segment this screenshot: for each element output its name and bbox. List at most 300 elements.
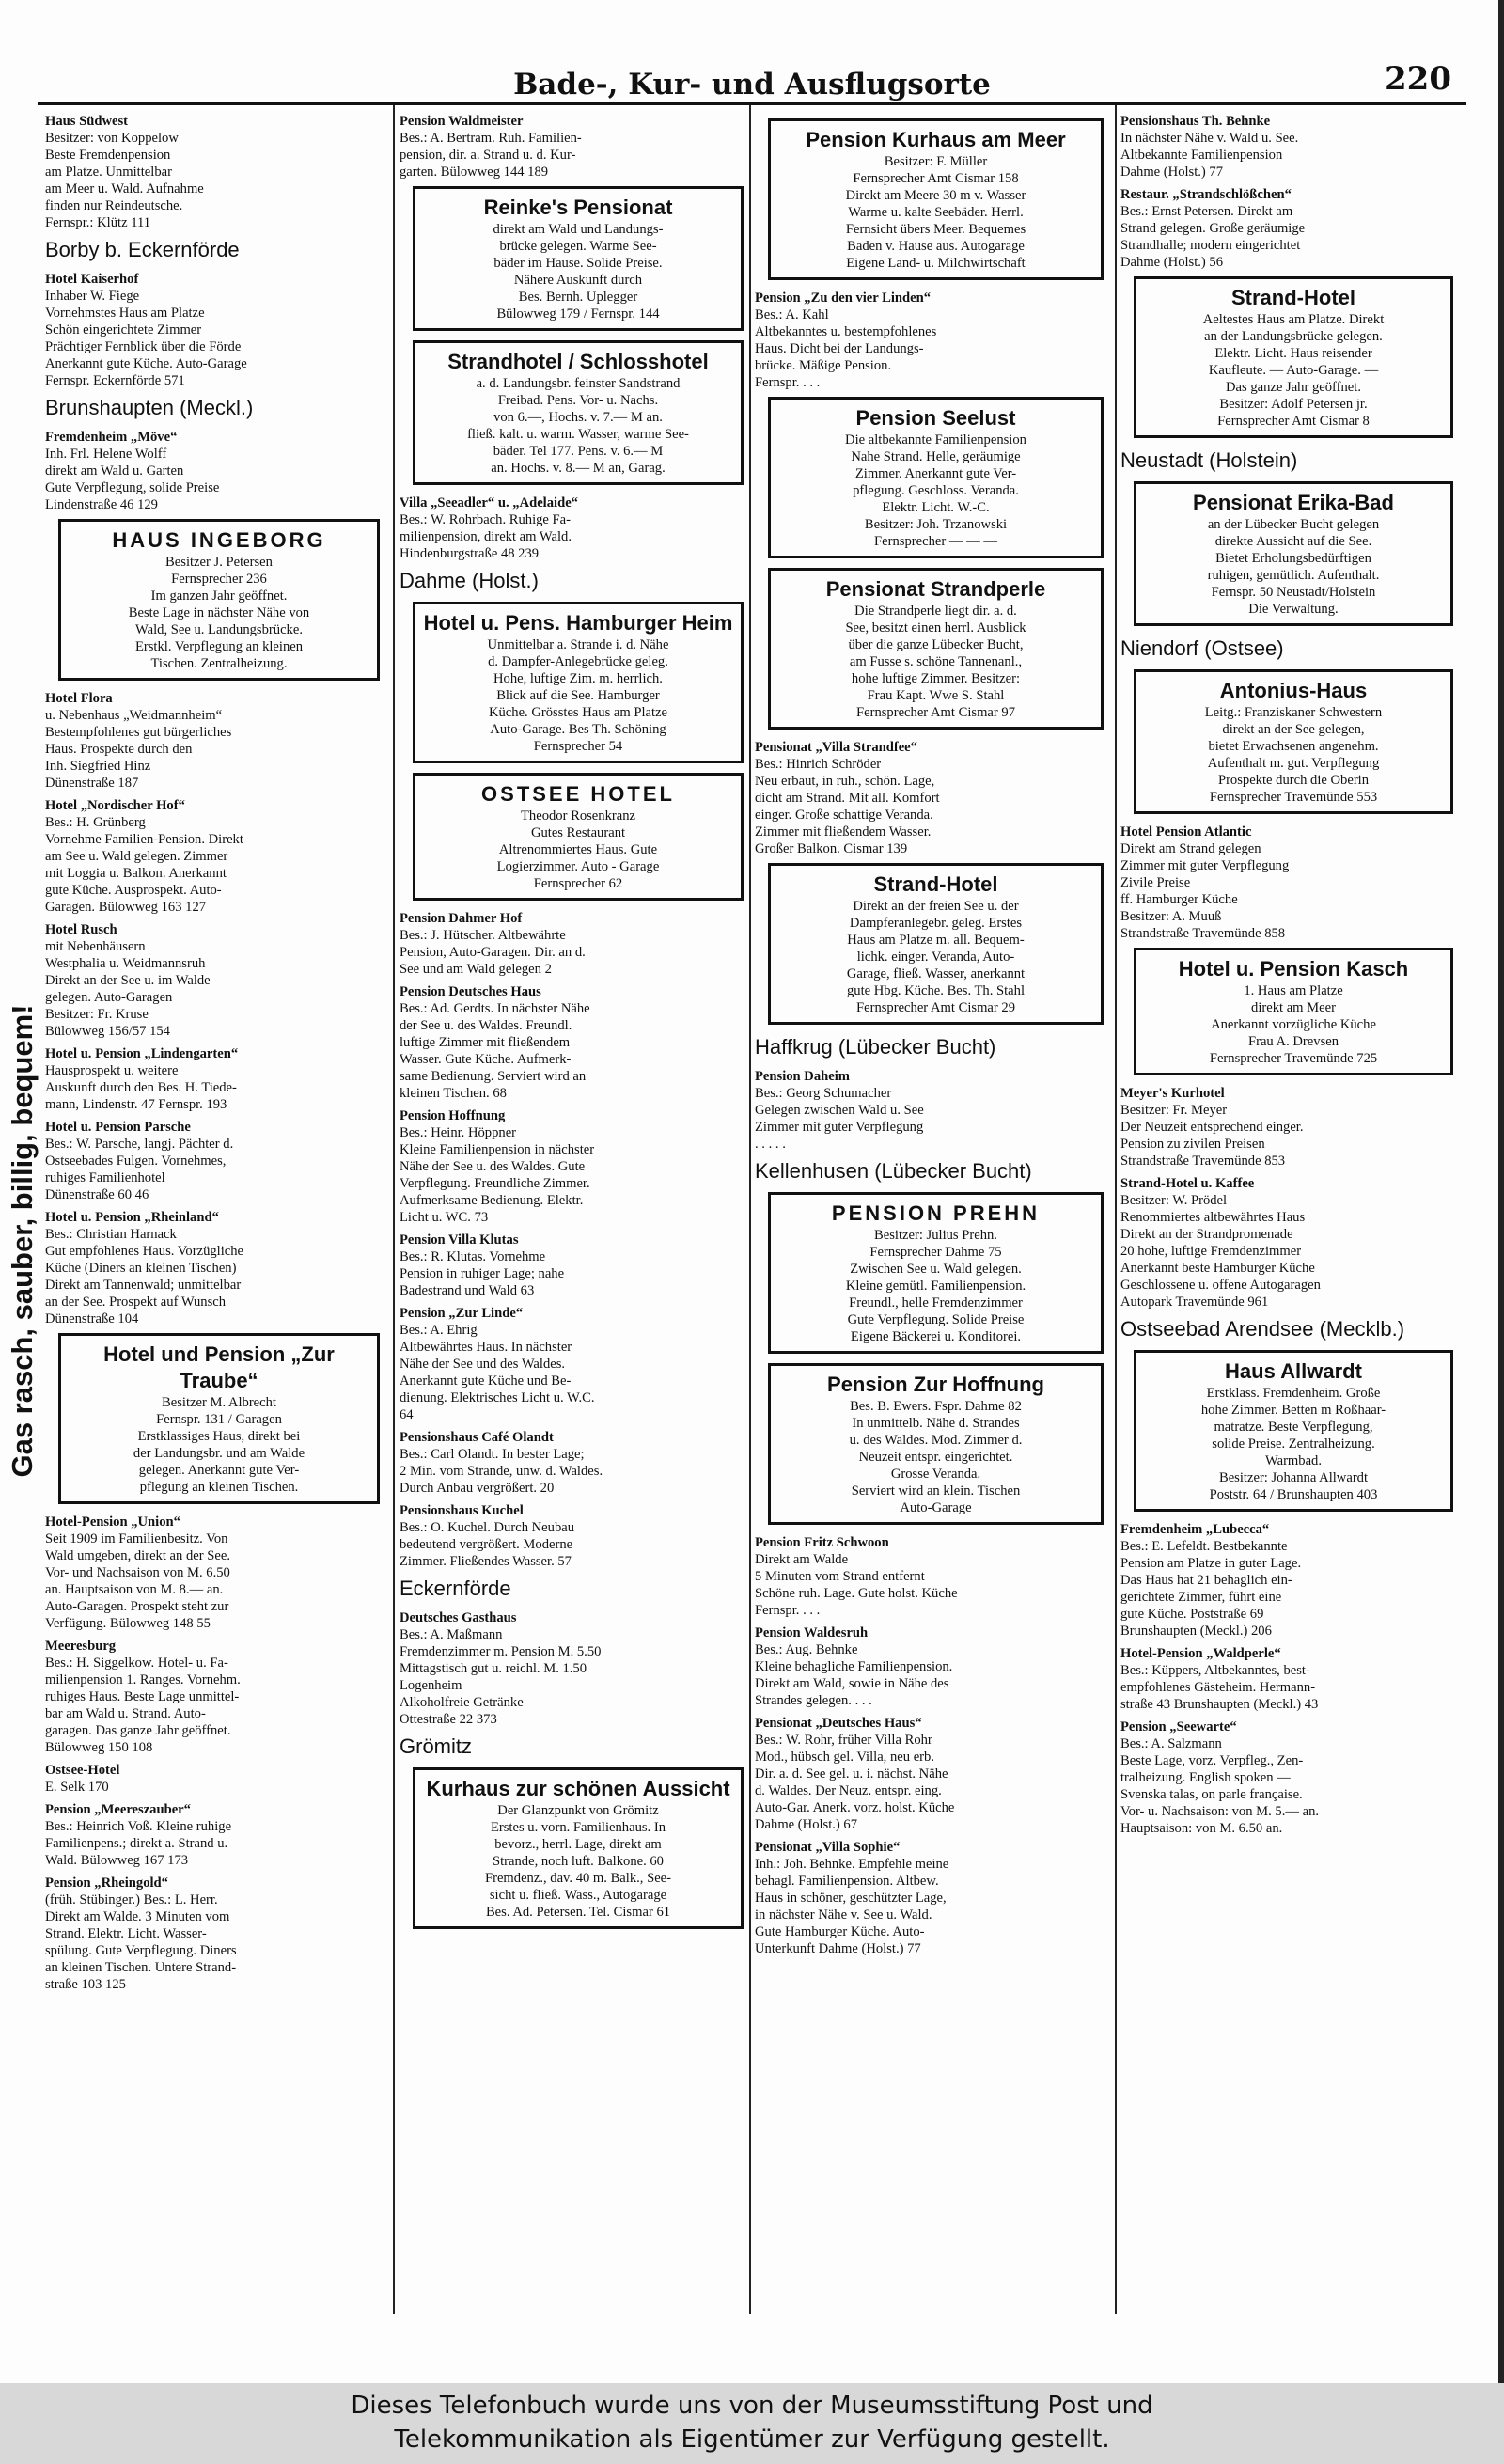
listing-line: gerichtete Zimmer, führt eine xyxy=(1120,1590,1282,1605)
listing-name: Hotel-Pension „Waldperle“ xyxy=(1120,1646,1281,1661)
place-heading: Kellenhusen (Lübecker Bucht) xyxy=(755,1159,1032,1183)
listing-line: Direkt am Wald, sowie in Nähe des xyxy=(755,1676,949,1691)
listing-entry xyxy=(400,910,757,978)
listing-line: Verpflegung. Freundliche Zimmer. xyxy=(400,1176,590,1191)
listing-line: Bes.: O. Kuchel. Durch Neubau xyxy=(400,1520,575,1535)
advertisement-line: Erstes u. vorn. Familienhaus. In xyxy=(490,1820,666,1835)
advertisement-line: Poststr. 64 / Brunshaupten 403 xyxy=(1209,1487,1378,1502)
listing-line: Zimmer. Fließendes Wasser. 57 xyxy=(400,1554,572,1569)
boxed-advertisement xyxy=(413,340,744,485)
advertisement-line: Gute Verpflegung. Solide Preise xyxy=(847,1312,1025,1327)
advertisement-line: Garage, fließ. Wasser, anerkannt xyxy=(846,966,1026,981)
listing-line: Neu erbaut, in ruh., schön. Lage, xyxy=(755,774,935,789)
listing-details xyxy=(45,1891,393,1993)
place-heading: Niendorf (Ostsee) xyxy=(1120,636,1284,660)
advertisement-line: Fernsicht übers Meer. Bequemes xyxy=(845,222,1026,237)
listing-line: am Platze. Unmittelbar xyxy=(45,165,172,180)
advertisement-line: Im ganzen Jahr geöffnet. xyxy=(150,589,288,604)
advertisement-title: Hotel u. Pension Kasch xyxy=(1178,957,1409,981)
advertisement-line: der Landungsbr. und am Walde xyxy=(133,1446,306,1461)
listing-line: ruhiges Familienhotel xyxy=(45,1170,165,1185)
place-heading: Brunshaupten (Meckl.) xyxy=(45,396,254,419)
advertisement-line: Fernspr. 50 Neustadt/Holstein xyxy=(1211,585,1376,600)
listing-line: Bes.: Carl Olandt. In bester Lage; xyxy=(400,1447,585,1462)
listing-line: Bülowweg 150 108 xyxy=(45,1740,153,1755)
listing-details xyxy=(400,927,757,978)
listing-details xyxy=(400,130,757,180)
advertisement-line: Der Glanzpunkt von Grömitz xyxy=(497,1803,659,1818)
advertisement-line: Fernsprecher Amt Cismar 29 xyxy=(855,1000,1015,1015)
listing-line: Bes.: W. Rohr, früher Villa Rohr xyxy=(755,1733,932,1748)
boxed-advertisement xyxy=(413,773,744,901)
advertisement-line: Fernsprecher 236 xyxy=(171,572,267,587)
advertisement-line: Tischen. Zentralheizung. xyxy=(150,656,288,671)
listing-line: Bes.: A. Kahl xyxy=(755,307,829,322)
advertisement-line: Dampferanlegebr. geleg. Erstes xyxy=(849,916,1023,931)
listing-line: garagen. Das ganze Jahr geöffnet. xyxy=(45,1723,231,1738)
advertisement-line: Freundl., helle Fremdenzimmer xyxy=(849,1295,1023,1310)
listing-entry xyxy=(45,429,393,513)
listing-name: Pension Dahmer Hof xyxy=(400,911,523,926)
advertisement-line: Besitzer: Joh. Trzanowski xyxy=(864,517,1008,532)
advertisement-line: Eigene Land- u. Milchwirtschaft xyxy=(846,256,1026,271)
listing-line: Bes.: E. Lefeldt. Bestbekannte xyxy=(1120,1539,1288,1554)
advertisement-line: pflegung. Geschloss. Veranda. xyxy=(853,483,1019,498)
advertisement-line: von 6.—, Hochs. v. 7.— M an. xyxy=(494,410,663,425)
column-2 xyxy=(400,113,757,2280)
advertisement-line: Küche. Grösstes Haus am Platze xyxy=(488,705,668,720)
listing-entry xyxy=(45,1209,393,1327)
listing-line: Ostseebades Fulgen. Vornehmes, xyxy=(45,1154,227,1169)
listing-details xyxy=(1120,1102,1466,1169)
listing-line: d. Waldes. Der Neuz. entspr. eing. xyxy=(755,1783,942,1798)
listing-line: Bes.: Heinr. Höppner xyxy=(400,1125,517,1140)
advertisement-line: brücke gelegen. Warme See- xyxy=(499,239,657,254)
listing-details xyxy=(45,1226,393,1327)
listing-line: Strandes gelegen. . . . xyxy=(755,1693,872,1708)
advertisement-title: Haus Allwardt xyxy=(1225,1359,1362,1383)
listing-line: mann, Lindenstr. 47 Fernspr. 193 xyxy=(45,1097,227,1112)
listing-line: Bes.: Hinrich Schröder xyxy=(755,757,882,772)
footer-line-1: Dieses Telefonbuch wurde uns von der Museumsstiftung Post und xyxy=(351,2392,1153,2420)
boxed-advertisement xyxy=(58,1333,380,1504)
listing-name: Hotel u. Pension Parsche xyxy=(45,1120,191,1135)
listing-line: spülung. Gute Verpflegung. Diners xyxy=(45,1943,237,1958)
boxed-advertisement xyxy=(768,1363,1104,1525)
advertisement-title: Strand-Hotel xyxy=(873,872,998,896)
advertisement-line: Die altbekannte Familienpension xyxy=(845,432,1026,447)
listing-details xyxy=(400,511,757,562)
listing-line: an. Hauptsaison von M. 8.— an. xyxy=(45,1582,224,1597)
listing-details xyxy=(45,288,393,389)
listing-line: Mittagstisch gut u. reichl. M. 1.50 xyxy=(400,1661,588,1676)
listing-line: dienung. Elektrisches Licht u. W.C. xyxy=(400,1390,595,1405)
advertisement-line: Besitzer: Johanna Allwardt xyxy=(1218,1470,1369,1485)
listing-name: Pension Hoffnung xyxy=(400,1108,506,1123)
advertisement-line: In unmittelb. Nähe d. Strandes xyxy=(852,1416,1020,1431)
listing-line: Bes.: J. Hütscher. Altbewährte xyxy=(400,928,566,943)
listing-entry xyxy=(755,1624,1117,1709)
listing-line: 64 xyxy=(400,1407,414,1422)
advertisement-title: Strandhotel / Schlosshotel xyxy=(447,350,709,373)
listing-line: Westphalia u. Weidmannsruh xyxy=(45,956,206,971)
listing-name: Meyer's Kurhotel xyxy=(1120,1086,1225,1101)
listing-line: Direkt am Tannenwald; unmittelbar xyxy=(45,1278,242,1293)
listing-line: Inhaber W. Fiege xyxy=(45,289,140,304)
listing-details xyxy=(755,1641,1117,1709)
listing-name: Hotel Pension Atlantic xyxy=(1120,824,1252,840)
listing-line: gute Küche. Poststraße 69 xyxy=(1120,1607,1264,1622)
advertisement-line: a. d. Landungsbr. feinster Sandstrand xyxy=(476,376,681,391)
advertisement-line: bevorz., herrl. Lage, direkt am xyxy=(494,1837,662,1852)
listing-line: Bülowweg 156/57 154 xyxy=(45,1024,170,1039)
listing-line: Mod., hübsch gel. Villa, neu erb. xyxy=(755,1750,934,1765)
listing-line: Dünenstraße 187 xyxy=(45,776,139,791)
advertisement-line: Direkt an der freien See u. der xyxy=(853,899,1019,914)
listing-line: milienpension 1. Ranges. Vornehm. xyxy=(45,1672,241,1687)
advertisement-title: Pensionat Erika-Bad xyxy=(1193,491,1394,514)
listing-line: . . . . . xyxy=(755,1137,786,1152)
listing-details xyxy=(1120,130,1466,180)
advertisement-line: an der Lübecker Bucht gelegen xyxy=(1207,517,1380,532)
listing-line: Fernspr. . . . xyxy=(755,1603,821,1618)
listing-entry xyxy=(400,113,757,180)
listing-line: Bes.: Christian Harnack xyxy=(45,1227,177,1242)
listing-line: Direkt an der See u. im Walde xyxy=(45,973,211,988)
listing-line: der See u. des Waldes. Freundl. xyxy=(400,1018,572,1033)
advertisement-line: pflegung an kleinen Tischen. xyxy=(139,1480,299,1495)
listing-name: Fremdenheim „Lubecca“ xyxy=(1120,1522,1270,1537)
advertisement-line: direkt am Wald und Landungs- xyxy=(493,222,664,237)
listing-line: (früh. Stübinger.) Bes.: L. Herr. xyxy=(45,1892,218,1907)
listing-details xyxy=(755,1856,1117,1957)
advertisement-line: Prospekte durch die Oberin xyxy=(1217,773,1370,788)
listing-details xyxy=(45,446,393,513)
listing-line: Gute Verpflegung, solide Preise xyxy=(45,480,220,495)
listing-line: Autopark Travemünde 961 xyxy=(1120,1295,1269,1310)
listing-name: Restaur. „Strandschlößchen“ xyxy=(1120,187,1292,202)
listing-line: Wasser. Gute Küche. Aufmerk- xyxy=(400,1052,572,1067)
listing-line: garten. Bülowweg 144 189 xyxy=(400,165,549,180)
listing-line: 2 Min. vom Strande, unw. d. Waldes. xyxy=(400,1464,603,1479)
column-4 xyxy=(1120,113,1466,2280)
listing-line: Haus. Prospekte durch den xyxy=(45,742,193,757)
listing-line: same Bedienung. Serviert wird an xyxy=(400,1069,587,1084)
listing-line: Altbekannte Familienpension xyxy=(1120,148,1283,163)
listing-line: Kleine Familienpension in nächster xyxy=(400,1142,595,1157)
listing-line: Bes.: A. Salzmann xyxy=(1120,1736,1222,1751)
listing-line: Logenheim xyxy=(400,1678,462,1693)
listing-line: Inh. Frl. Helene Wolff xyxy=(45,447,167,462)
listing-entry xyxy=(755,739,1117,857)
listing-line: Zimmer mit guter Verpflegung xyxy=(755,1120,924,1135)
place-heading: Haffkrug (Lübecker Bucht) xyxy=(755,1035,996,1059)
listing-line: Svenska talas, on parle française. xyxy=(1120,1787,1303,1802)
column-divider xyxy=(393,105,395,2314)
advertisement-line: Erstkl. Verpflegung an kleinen xyxy=(134,639,304,654)
listing-details xyxy=(1120,1735,1466,1837)
boxed-advertisement xyxy=(768,1192,1104,1354)
listing-entry xyxy=(45,1762,393,1796)
place-heading: Dahme (Holst.) xyxy=(400,569,539,592)
listing-line: Bestempfohlenes gut bürgerliches xyxy=(45,725,232,740)
advertisement-line: Warmbad. xyxy=(1264,1453,1322,1468)
listing-line: Schön eingerichtete Zimmer xyxy=(45,322,202,337)
listing-name: Hotel Flora xyxy=(45,691,113,706)
listing-line: Strandstraße Travemünde 858 xyxy=(1120,926,1286,941)
listing-entry xyxy=(1120,1521,1466,1640)
listing-name: Hotel „Nordischer Hof“ xyxy=(45,798,185,813)
listing-line: behagl. Familienpension. Altbew. xyxy=(755,1874,939,1889)
listing-line: See und am Wald gelegen 2 xyxy=(400,962,552,977)
listing-entry xyxy=(755,290,1117,391)
listing-entry xyxy=(1120,1175,1466,1310)
listing-details xyxy=(1120,1662,1466,1713)
listing-line: Bes.: Ernst Petersen. Direkt am xyxy=(1120,204,1293,219)
listing-line: Schöne ruh. Lage. Gute holst. Küche xyxy=(755,1586,958,1601)
advertisement-line: Auto-Garage. Bes Th. Schöning xyxy=(490,722,666,737)
advertisement-line: Direkt am Meere 30 m v. Wasser xyxy=(845,188,1026,203)
advertisement-line: Elektr. Licht. Haus reisender xyxy=(1214,346,1372,361)
listing-line: Hindenburgstraße 48 239 xyxy=(400,546,540,561)
listing-details xyxy=(400,1626,757,1728)
listing-entry xyxy=(45,690,393,792)
listing-line: empfohlenes Gästeheim. Hermann- xyxy=(1120,1680,1316,1695)
listing-line: dicht am Strand. Mit all. Komfort xyxy=(755,791,940,806)
advertisement-line: Neuzeit entspr. eingerichtet. xyxy=(858,1450,1013,1465)
listing-entry xyxy=(1120,1719,1466,1837)
listing-details xyxy=(45,130,393,231)
advertisement-line: Baden v. Hause aus. Autogarage xyxy=(847,239,1025,254)
listing-line: mit Loggia u. Balkon. Anerkannt xyxy=(45,866,227,881)
listing-name: Pension „Seewarte“ xyxy=(1120,1719,1237,1734)
listing-line: Geschlossene u. offene Autogaragen xyxy=(1120,1278,1321,1293)
advertisement-line: Fernsprecher Travemünde 553 xyxy=(1209,790,1378,805)
advertisement-line: Elektr. Licht. W.-C. xyxy=(882,500,990,515)
advertisement-line: Die Verwaltung. xyxy=(1248,602,1339,617)
listing-line: Bes.: W. Rohrbach. Ruhige Fa- xyxy=(400,512,572,527)
listing-line: Durch Anbau vergrößert. 20 xyxy=(400,1481,555,1496)
advertisement-title: Pension Kurhaus am Meer xyxy=(806,128,1066,151)
advertisement-line: Gutes Restaurant xyxy=(530,825,626,840)
advertisement-line: Bes. Ad. Petersen. Tel. Cismar 61 xyxy=(485,1905,671,1920)
advertisement-line: Besitzer M. Albrecht xyxy=(162,1395,276,1410)
listing-line: Bes.: Aug. Behnke xyxy=(755,1642,858,1657)
listing-line: Fremdenzimmer m. Pension M. 5.50 xyxy=(400,1644,602,1659)
advertisement-line: hohe luftige Zimmer. Besitzer: xyxy=(851,671,1021,686)
listing-entry xyxy=(400,1305,757,1423)
listing-entry xyxy=(755,1534,1117,1619)
advertisement-line: gute Hbg. Küche. Bes. Th. Stahl xyxy=(846,983,1026,998)
listing-line: Gut empfohlenes Haus. Vorzügliche xyxy=(45,1244,244,1259)
listing-line: Gelegen zwischen Wald u. See xyxy=(755,1103,924,1118)
advertisement-line: an. Hochs. v. 8.— M an, Garag. xyxy=(491,461,666,476)
listing-line: Anerkannt gute Küche. Auto-Garage xyxy=(45,356,247,371)
listing-details xyxy=(1120,203,1466,271)
listing-line: Dir. a. d. See gel. u. i. nächst. Nähe xyxy=(755,1766,948,1781)
advertisement-line: fließ. kalt. u. warm. Wasser, warme See- xyxy=(467,427,689,442)
listing-line: Großer Balkon. Cismar 139 xyxy=(755,841,908,856)
page-header-title: Bade-, Kur- und Ausflugsorte xyxy=(513,68,991,102)
listing-line: Verfügung. Bülowweg 148 55 xyxy=(45,1616,211,1631)
advertisement-line: d. Dampfer-Anlegebrücke geleg. xyxy=(488,654,668,669)
listing-line: 5 Minuten vom Strand entfernt xyxy=(755,1569,925,1584)
listing-details xyxy=(400,1519,757,1570)
advertisement-line: Grosse Veranda. xyxy=(890,1467,981,1482)
listing-name: Hotel Rusch xyxy=(45,922,118,937)
listing-line: Der Neuzeit entsprechend einger. xyxy=(1120,1120,1304,1135)
listing-line: Anerkannt beste Hamburger Küche xyxy=(1120,1261,1315,1276)
listing-name: Pension Waldmeister xyxy=(400,114,524,129)
listing-line: Besitzer: Fr. Kruse xyxy=(45,1007,149,1022)
listing-line: Ottestraße 22 373 xyxy=(400,1712,497,1727)
listing-line: an kleinen Tischen. Untere Strand- xyxy=(45,1960,237,1975)
listing-line: Pension in ruhiger Lage; nahe xyxy=(400,1266,565,1281)
page-number: 220 xyxy=(1385,60,1451,98)
listing-entry xyxy=(45,1514,393,1632)
boxed-advertisement xyxy=(413,186,744,331)
listing-name: Haus Südwest xyxy=(45,114,128,129)
listing-name: Pensionat „Deutsches Haus“ xyxy=(755,1716,922,1731)
advertisement-line: u. des Waldes. Mod. Zimmer d. xyxy=(849,1433,1023,1448)
advertisement-title: Kurhaus zur schönen Aussicht xyxy=(426,1777,730,1800)
advertisement-line: direkte Aussicht auf die See. xyxy=(1214,534,1372,549)
listing-details xyxy=(45,1779,393,1796)
advertisement-line: Nähere Auskunft durch xyxy=(513,273,643,288)
listing-line: Gute Hamburger Küche. Auto- xyxy=(755,1924,925,1939)
listing-details xyxy=(755,1085,1117,1153)
advertisement-title: Pensionat Strandperle xyxy=(825,577,1046,601)
listing-line: Direkt am Walde xyxy=(755,1552,849,1567)
listing-line: mit Nebenhäusern xyxy=(45,939,146,954)
listing-entry xyxy=(45,797,393,916)
listing-line: Hausprospekt u. weitere xyxy=(45,1063,179,1078)
advertisement-line: Fernspr. 131 / Garagen xyxy=(156,1412,282,1427)
advertisement-title: Pension Zur Hoffnung xyxy=(827,1373,1044,1396)
listing-details xyxy=(755,756,1117,857)
listing-line: Besitzer: A. Muuß xyxy=(1120,909,1222,924)
listing-entry xyxy=(1120,824,1466,942)
advertisement-line: 1. Haus am Platze xyxy=(1244,983,1343,998)
listing-line: Vornehmstes Haus am Platze xyxy=(45,306,205,321)
listing-line: gute Küche. Ausprospekt. Auto- xyxy=(45,883,222,898)
advertisement-line: Leitg.: Franziskaner Schwestern xyxy=(1204,705,1383,720)
advertisement-line: Hohe, luftige Zim. m. herrlich. xyxy=(494,671,663,686)
listing-line: Direkt an der Strandpromenade xyxy=(1120,1227,1293,1242)
listing-line: 20 hohe, luftige Fremdenzimmer xyxy=(1120,1244,1302,1259)
listing-name: Hotel u. Pension „Rheinland“ xyxy=(45,1210,219,1225)
advertisement-line: Aufenthalt m. gut. Verpflegung xyxy=(1207,756,1380,771)
listing-entry xyxy=(1120,1085,1466,1169)
boxed-advertisement xyxy=(58,519,380,681)
advertisement-line: bäder im Hause. Solide Preise. xyxy=(494,256,663,271)
listing-name: Pensionat „Villa Strandfee“ xyxy=(755,740,917,755)
listing-name: Pension Villa Klutas xyxy=(400,1232,519,1248)
listing-line: Besitzer: von Koppelow xyxy=(45,131,179,146)
listing-entry xyxy=(45,1045,393,1113)
advertisement-line: Fernsprecher — — — xyxy=(874,534,997,549)
listing-line: Zimmer mit guter Verpflegung xyxy=(1120,858,1290,873)
listing-entry xyxy=(400,983,757,1102)
advertisement-line: gelegen. Anerkannt gute Ver- xyxy=(138,1463,300,1478)
listing-name: Deutsches Gasthaus xyxy=(400,1610,517,1625)
advertisement-title: Antonius-Haus xyxy=(1219,679,1368,702)
advertisement-line: Fernsprecher Amt Cismar 8 xyxy=(1217,414,1370,429)
listing-line: am See u. Wald gelegen. Zimmer xyxy=(45,849,228,864)
listing-line: Direkt am Strand gelegen xyxy=(1120,841,1261,856)
listing-line: Dahme (Holst.) 67 xyxy=(755,1817,858,1832)
advertisement-line: Fernsprecher 54 xyxy=(533,739,623,754)
listing-line: bedeutend vergrößert. Moderne xyxy=(400,1537,573,1552)
advertisement-line: Das ganze Jahr geöffnet. xyxy=(1226,380,1361,395)
listing-name: Pensionshaus Th. Behnke xyxy=(1120,114,1271,129)
advertisement-title: Reinke's Pensionat xyxy=(483,196,673,219)
listing-line: Altbekanntes u. bestempfohlenes xyxy=(755,324,937,339)
listing-line: Nähe der See und des Waldes. xyxy=(400,1357,566,1372)
boxed-advertisement xyxy=(768,397,1104,558)
listing-details xyxy=(400,1000,757,1102)
listing-entry xyxy=(400,1502,757,1570)
advertisement-line: Logierzimmer. Auto - Garage xyxy=(496,859,660,874)
advertisement-line: Besitzer: Adolf Petersen jr. xyxy=(1219,397,1368,412)
listing-line: Pension, Auto-Garagen. Dir. an d. xyxy=(400,945,586,960)
listing-line: Küche (Diners an kleinen Tischen) xyxy=(45,1261,237,1276)
listing-line: Bes.: Ad. Gerdts. In nächster Nähe xyxy=(400,1001,590,1016)
listing-line: Brunshaupten (Meckl.) 206 xyxy=(1120,1624,1272,1639)
advertisement-line: Bes. Bernh. Uplegger xyxy=(518,290,638,305)
listing-name: Hotel-Pension „Union“ xyxy=(45,1514,180,1530)
listing-line: Zimmer mit fließendem Wasser. xyxy=(755,824,932,840)
advertisement-line: direkt am Meer xyxy=(1251,1000,1336,1015)
slogan-text: Gas rasch, sauber, billig, bequem! xyxy=(6,1004,39,1478)
listing-name: Pension Fritz Schwoon xyxy=(755,1535,889,1550)
advertisement-line: direkt an der See gelegen, xyxy=(1222,722,1365,737)
listing-details xyxy=(45,1530,393,1632)
boxed-advertisement xyxy=(768,568,1104,730)
listing-line: Strandstraße Travemünde 853 xyxy=(1120,1154,1286,1169)
advertisement-line: bietet Erwachsenen angenehm. xyxy=(1208,739,1379,754)
listing-line: Auto-Garagen. Prospekt steht zur xyxy=(45,1599,229,1614)
boxed-advertisement xyxy=(413,1767,744,1929)
advertisement-line: über die ganze Lübecker Bucht, xyxy=(848,637,1024,652)
listing-name: Pension Daheim xyxy=(755,1069,850,1084)
listing-line: Auto-Gar. Anerk. vorz. holst. Küche xyxy=(755,1800,955,1815)
listing-line: Haus. Dicht bei der Landungs- xyxy=(755,341,924,356)
listing-line: Inh. Siegfried Hinz xyxy=(45,759,151,774)
boxed-advertisement xyxy=(1134,481,1453,626)
listing-name: Hotel Kaiserhof xyxy=(45,272,139,287)
advertisement-line: Anerkannt vorzügliche Küche xyxy=(1211,1017,1376,1032)
listing-line: Alkoholfreie Getränke xyxy=(400,1695,524,1710)
listing-line: Besitzer: Fr. Meyer xyxy=(1120,1103,1228,1118)
listing-line: Bes.: A. Maßmann xyxy=(400,1627,503,1642)
listing-line: Bes.: W. Parsche, langj. Pächter d. xyxy=(45,1137,234,1152)
listing-details xyxy=(400,1248,757,1299)
listing-entry xyxy=(400,1107,757,1226)
advertisement-line: Freibad. Pens. Vor- u. Nachs. xyxy=(497,393,659,408)
listing-line: Seit 1909 im Familienbesitz. Von xyxy=(45,1531,228,1546)
listing-details xyxy=(400,1322,757,1423)
listing-details xyxy=(45,938,393,1040)
listing-line: Bes.: R. Klutas. Vornehme xyxy=(400,1249,546,1264)
listing-line: straße 43 Brunshaupten (Meckl.) 43 xyxy=(1120,1697,1319,1712)
listing-name: Villa „Seeadler“ u. „Adelaide“ xyxy=(400,495,578,510)
advertisement-line: Auto-Garage xyxy=(900,1500,972,1515)
listing-line: Fernspr. . . . xyxy=(755,375,821,390)
advertisement-line: an der Landungsbrücke gelegen. xyxy=(1204,329,1383,344)
listing-line: Licht u. WC. 73 xyxy=(400,1210,489,1225)
advertisement-line: See, besitzt einen herrl. Ausblick xyxy=(845,620,1026,636)
